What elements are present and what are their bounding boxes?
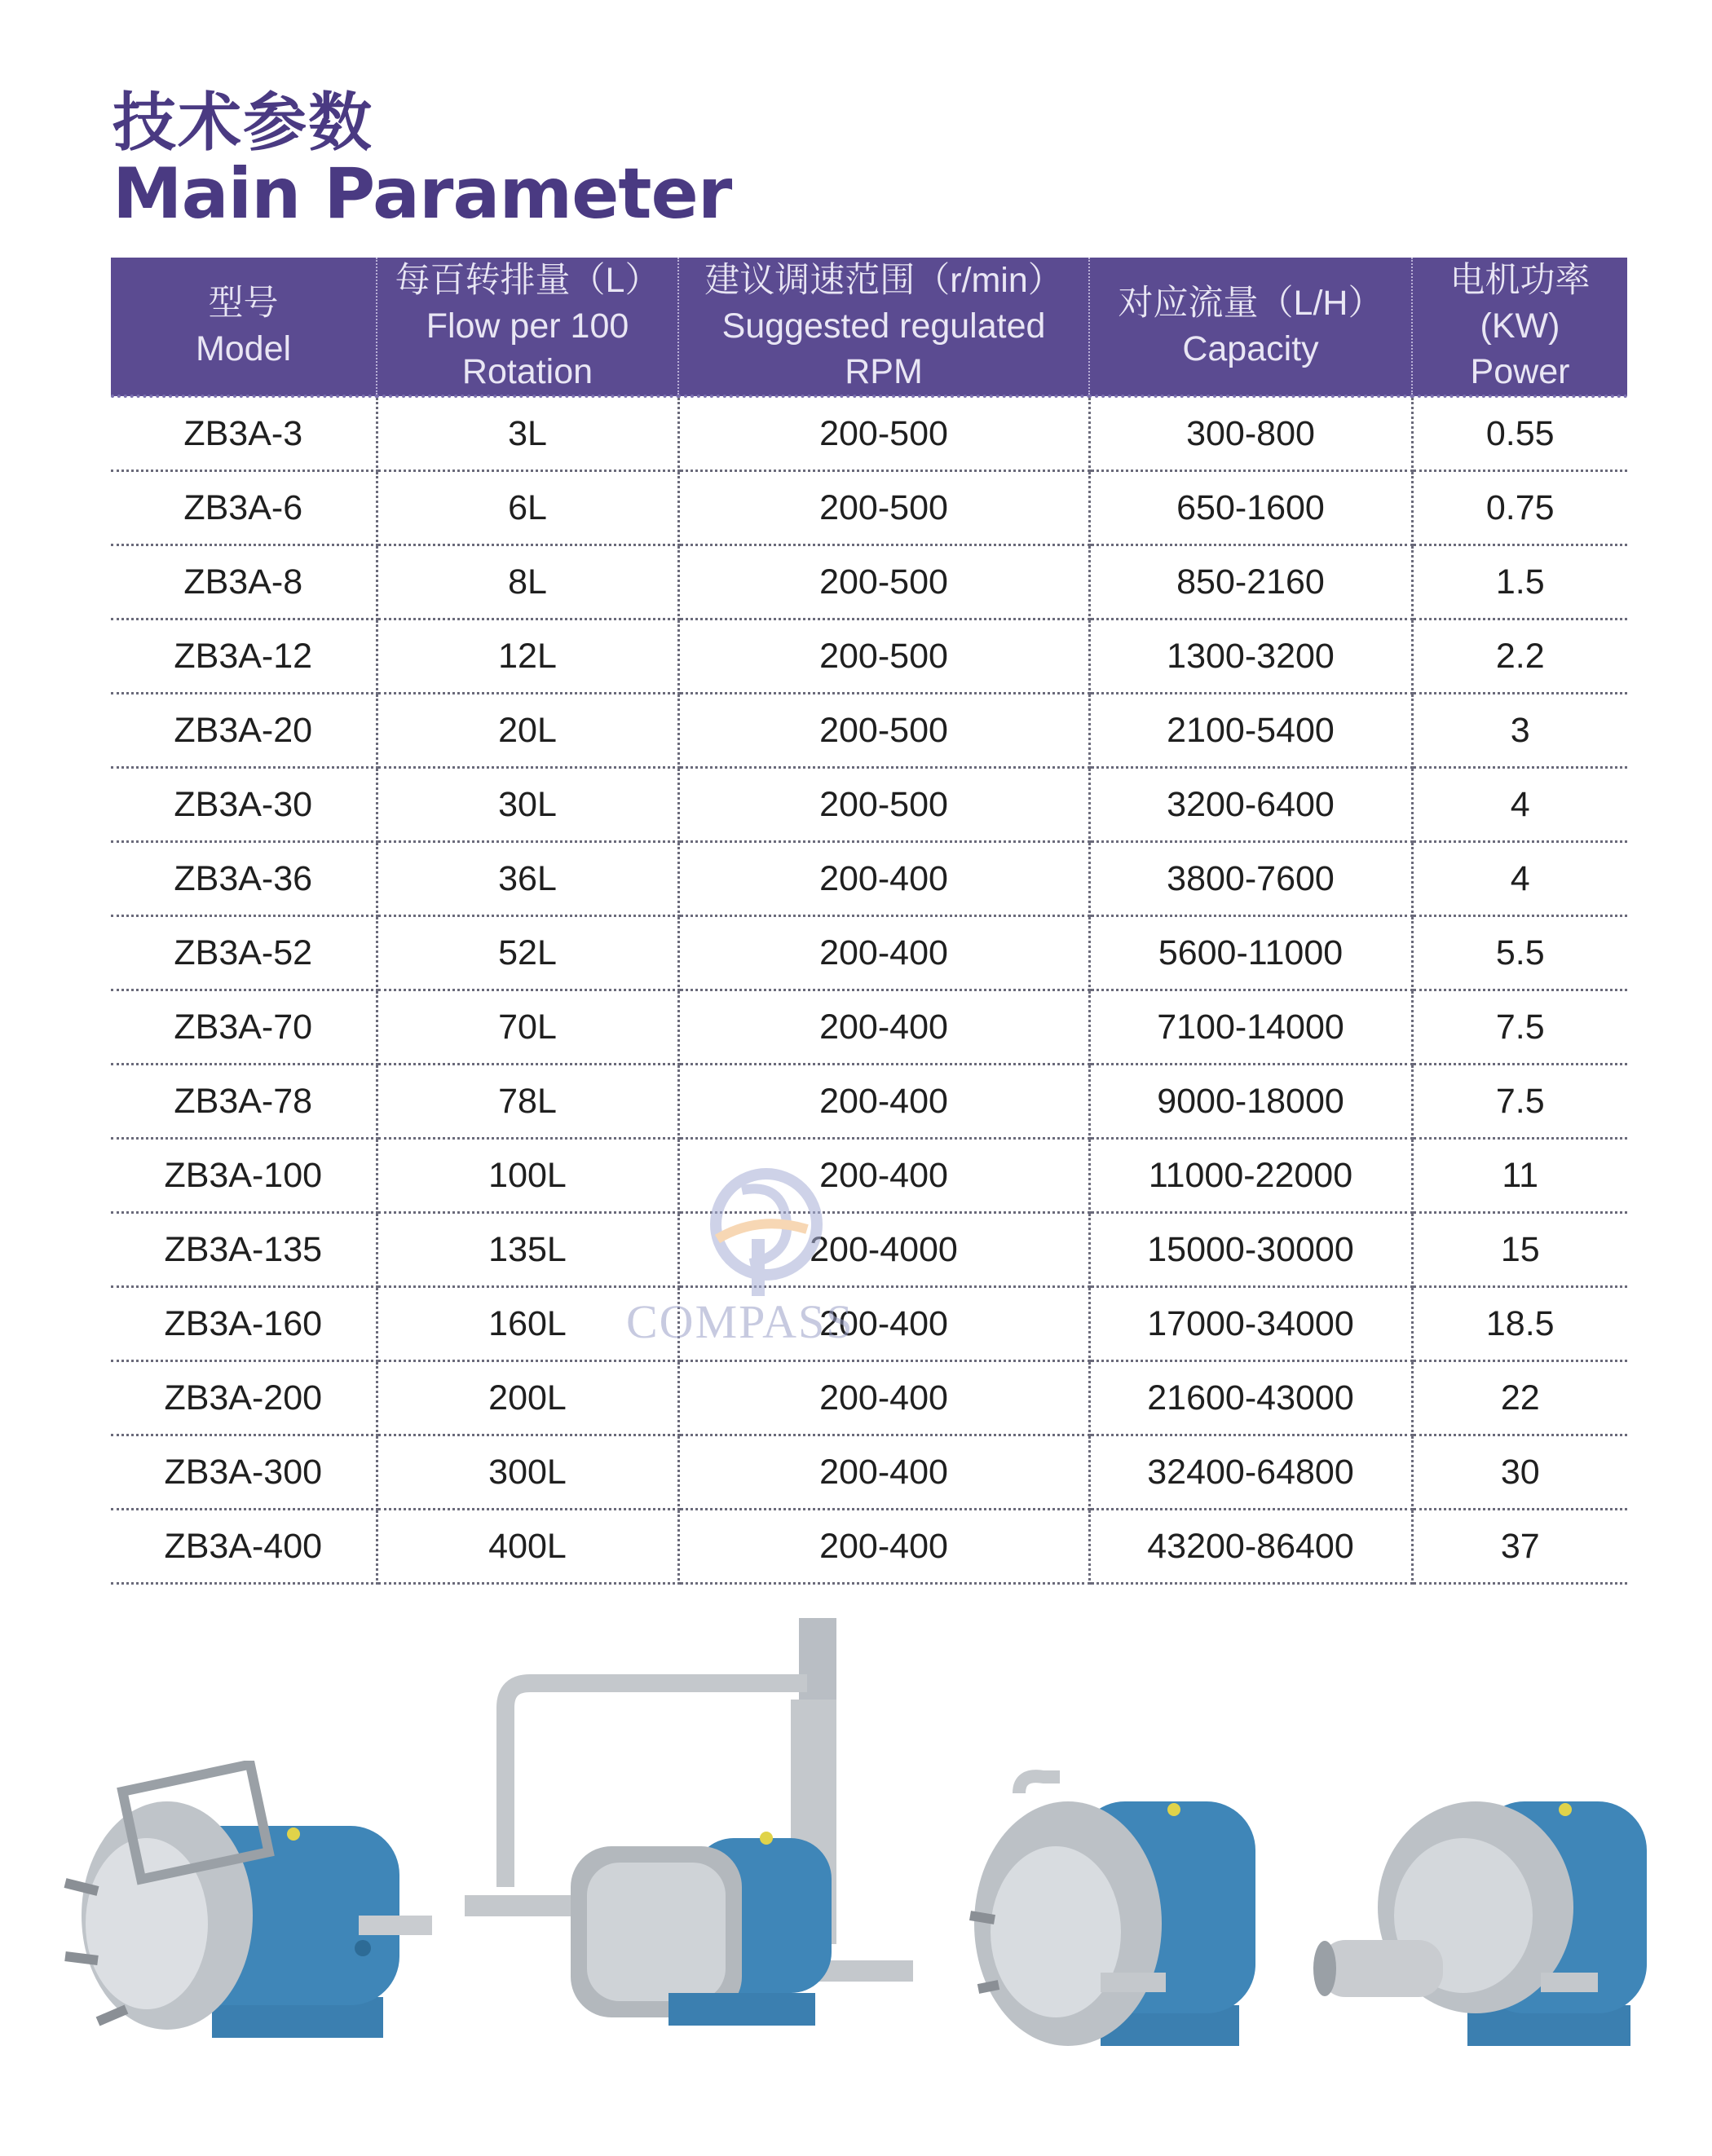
cell-capacity: 3800-7600 <box>1089 842 1412 916</box>
cell-model: ZB3A-300 <box>111 1435 377 1510</box>
cell-flow: 100L <box>377 1139 678 1213</box>
table-row <box>111 1361 1627 1435</box>
cell-power: 5.5 <box>1412 916 1627 990</box>
cell-power: 7.5 <box>1412 1065 1627 1139</box>
cell-power: 15 <box>1412 1213 1627 1287</box>
cell-flow: 36L <box>377 842 678 916</box>
table-row <box>111 471 1627 545</box>
cell-model: ZB3A-3 <box>111 396 377 471</box>
header-model-en: Model <box>195 329 292 368</box>
table-row <box>111 1435 1627 1510</box>
cell-power: 0.75 <box>1412 471 1627 545</box>
cell-capacity: 11000-22000 <box>1089 1139 1412 1213</box>
header-flow-en-1: Flow per 100 <box>426 306 629 346</box>
cell-rpm: 200-500 <box>678 471 1089 545</box>
cell-model: ZB3A-100 <box>111 1139 377 1213</box>
header-power-cn: 电机功率 <box>1449 261 1591 300</box>
cell-power: 4 <box>1412 768 1627 842</box>
cell-model: ZB3A-6 <box>111 471 377 545</box>
header-model <box>111 258 377 396</box>
table-row <box>111 694 1627 768</box>
header-capacity <box>1089 258 1412 396</box>
parameter-table <box>111 258 1627 1585</box>
cell-model: ZB3A-12 <box>111 619 377 694</box>
table-row <box>111 396 1627 471</box>
cell-rpm: 200-500 <box>678 619 1089 694</box>
cell-capacity: 43200-86400 <box>1089 1510 1412 1584</box>
cell-model: ZB3A-20 <box>111 694 377 768</box>
pump-image-4 <box>1304 1769 1663 2062</box>
compass-logo-icon <box>620 1157 929 1304</box>
table-row <box>111 545 1627 619</box>
cell-model: ZB3A-400 <box>111 1510 377 1584</box>
header-rpm-cn: 建议调速范围（r/min） <box>704 261 1063 300</box>
cell-model: ZB3A-30 <box>111 768 377 842</box>
cell-model: ZB3A-52 <box>111 916 377 990</box>
header-capacity-cn: 对应流量（L/H） <box>1118 284 1383 323</box>
cell-flow: 300L <box>377 1435 678 1510</box>
cell-power: 37 <box>1412 1510 1627 1584</box>
cell-flow: 30L <box>377 768 678 842</box>
header-power <box>1412 258 1627 396</box>
cell-rpm: 200-400 <box>678 1361 1089 1435</box>
cell-capacity: 7100-14000 <box>1089 990 1412 1065</box>
cell-model: ZB3A-160 <box>111 1287 377 1361</box>
cell-power: 3 <box>1412 694 1627 768</box>
cell-capacity: 850-2160 <box>1089 545 1412 619</box>
cell-rpm: 200-400 <box>678 1435 1089 1510</box>
cell-capacity: 2100-5400 <box>1089 694 1412 768</box>
cell-flow: 52L <box>377 916 678 990</box>
header-model-cn: 型号 <box>208 284 279 323</box>
cell-power: 4 <box>1412 842 1627 916</box>
table-row <box>111 1065 1627 1139</box>
cell-rpm: 200-400 <box>678 990 1089 1065</box>
table-row <box>111 1510 1627 1584</box>
cell-capacity: 15000-30000 <box>1089 1213 1412 1287</box>
cell-rpm: 200-500 <box>678 694 1089 768</box>
watermark-text: COMPASS <box>626 1295 854 1348</box>
cell-flow: 20L <box>377 694 678 768</box>
page-title-en: Main Parameter <box>113 153 732 235</box>
table-body <box>111 396 1627 1584</box>
table-header-row <box>111 258 1627 396</box>
cell-capacity: 32400-64800 <box>1089 1435 1412 1510</box>
cell-capacity: 3200-6400 <box>1089 768 1412 842</box>
table-row <box>111 990 1627 1065</box>
cell-rpm: 200-500 <box>678 768 1089 842</box>
cell-rpm: 200-4000 <box>678 1213 1089 1287</box>
cell-power: 22 <box>1412 1361 1627 1435</box>
header-power-unit: (KW) <box>1480 306 1560 346</box>
cell-rpm: 200-400 <box>678 1510 1089 1584</box>
header-flow-en-2: Rotation <box>461 352 593 391</box>
cell-capacity: 650-1600 <box>1089 471 1412 545</box>
cell-rpm: 200-400 <box>678 842 1089 916</box>
cell-rpm: 200-400 <box>678 1139 1089 1213</box>
header-power-en: Power <box>1470 352 1570 391</box>
cell-capacity: 17000-34000 <box>1089 1287 1412 1361</box>
cell-capacity: 1300-3200 <box>1089 619 1412 694</box>
header-flow-cn: 每百转排量（L） <box>395 261 660 300</box>
cell-power: 1.5 <box>1412 545 1627 619</box>
pump-image-1 <box>49 1761 440 2054</box>
cell-capacity: 9000-18000 <box>1089 1065 1412 1139</box>
header-rpm-en-2: RPM <box>845 352 923 391</box>
cell-power: 30 <box>1412 1435 1627 1510</box>
header-rpm-en-1: Suggested regulated <box>721 306 1046 346</box>
cell-flow: 3L <box>377 396 678 471</box>
cell-flow: 78L <box>377 1065 678 1139</box>
cell-model: ZB3A-78 <box>111 1065 377 1139</box>
table-row <box>111 916 1627 990</box>
cell-rpm: 200-500 <box>678 396 1089 471</box>
cell-rpm: 200-400 <box>678 1065 1089 1139</box>
cell-model: ZB3A-70 <box>111 990 377 1065</box>
cell-rpm: 200-400 <box>678 1287 1089 1361</box>
cell-rpm: 200-400 <box>678 916 1089 990</box>
header-flow <box>377 258 678 396</box>
cell-capacity: 300-800 <box>1089 396 1412 471</box>
table-row <box>111 768 1627 842</box>
pump-image-2 <box>457 1618 913 2042</box>
cell-capacity: 5600-11000 <box>1089 916 1412 990</box>
cell-model: ZB3A-200 <box>111 1361 377 1435</box>
cell-power: 11 <box>1412 1139 1627 1213</box>
table-row <box>111 842 1627 916</box>
cell-flow: 8L <box>377 545 678 619</box>
cell-flow: 160L <box>377 1287 678 1361</box>
cell-rpm: 200-500 <box>678 545 1089 619</box>
cell-model: ZB3A-135 <box>111 1213 377 1287</box>
page-title-cn: 技术参数 <box>113 86 374 160</box>
compass-watermark <box>620 1157 929 1353</box>
cell-flow: 6L <box>377 471 678 545</box>
cell-flow: 400L <box>377 1510 678 1584</box>
cell-power: 0.55 <box>1412 396 1627 471</box>
cell-model: ZB3A-8 <box>111 545 377 619</box>
cell-flow: 12L <box>377 619 678 694</box>
pump-image-3 <box>962 1769 1272 2062</box>
cell-flow: 200L <box>377 1361 678 1435</box>
header-rpm <box>678 258 1089 396</box>
cell-flow: 135L <box>377 1213 678 1287</box>
table-row <box>111 619 1627 694</box>
cell-power: 2.2 <box>1412 619 1627 694</box>
cell-capacity: 21600-43000 <box>1089 1361 1412 1435</box>
cell-power: 7.5 <box>1412 990 1627 1065</box>
cell-model: ZB3A-36 <box>111 842 377 916</box>
header-capacity-en: Capacity <box>1182 329 1319 368</box>
cell-flow: 70L <box>377 990 678 1065</box>
cell-power: 18.5 <box>1412 1287 1627 1361</box>
